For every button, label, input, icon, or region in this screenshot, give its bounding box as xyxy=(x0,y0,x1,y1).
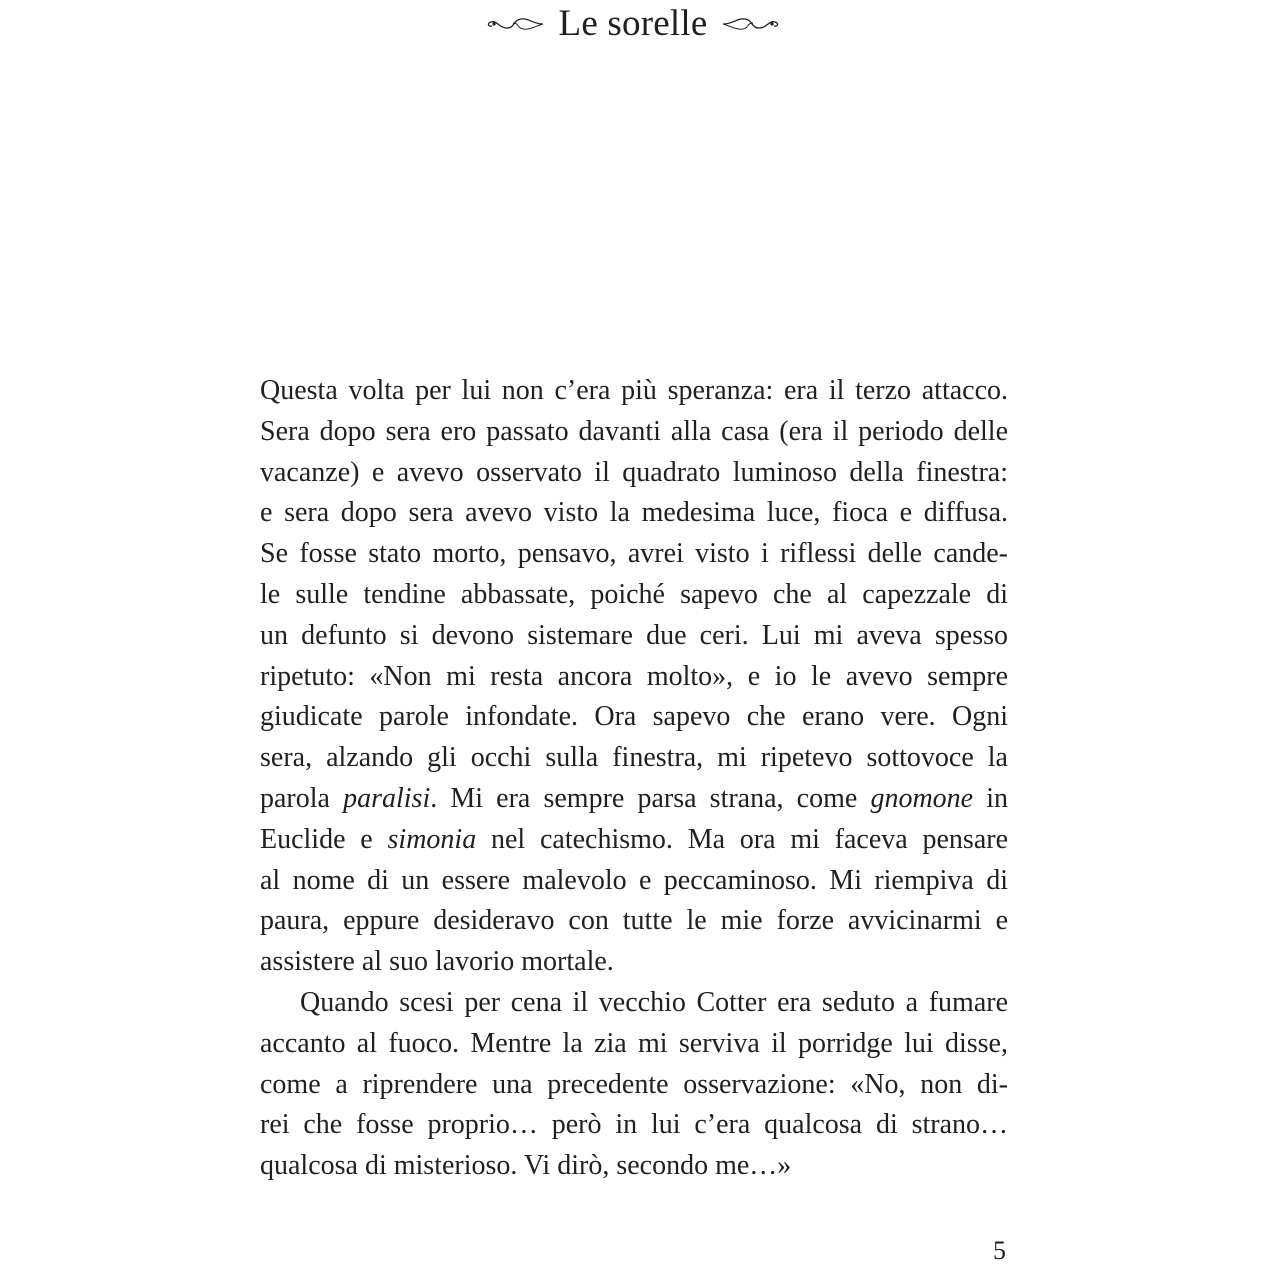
text-segment: in xyxy=(973,782,1009,814)
text-segment: . Mi era sempre parsa strana, come xyxy=(430,782,871,814)
text-line xyxy=(260,779,1008,820)
page-number: 5 xyxy=(993,1236,1006,1265)
text-segment: nel catechismo. Ma ora mi faceva pensare xyxy=(476,823,1008,855)
italic-word-paralisi: paralisi xyxy=(343,782,431,814)
left-flourish-ornament xyxy=(485,14,545,34)
body-text xyxy=(260,371,1008,1187)
italic-word-gnomone: gnomone xyxy=(870,782,974,814)
text-line: Sera dopo sera ero passato davanti alla casa (era il periodo delle xyxy=(260,415,1008,447)
text-line: giudicate parole infondate. Ora sapevo che erano vere. Ogni xyxy=(260,701,1008,733)
text-segment: Euclide e xyxy=(260,823,388,855)
text-line: rei che fosse proprio… però in lui c’era qualcosa di strano… xyxy=(260,1109,1008,1141)
paragraph-1 xyxy=(260,371,1008,983)
text-line: qualcosa di misterioso. Vi dirò, secondo me…» xyxy=(260,1150,792,1182)
text-line xyxy=(260,820,1008,861)
text-segment: parola xyxy=(260,782,344,814)
text-line: assistere al suo lavorio mortale. xyxy=(260,946,614,978)
right-flourish-ornament xyxy=(721,14,781,34)
running-header xyxy=(0,0,1266,48)
text-line: Se fosse stato morto, pensavo, avrei visto i riflessi delle cande- xyxy=(260,538,1008,570)
text-line: come a riprendere una precedente osservazione: «No, non di- xyxy=(260,1068,1008,1100)
text-line: un defunto si devono sistemare due ceri. Lui mi aveva spesso xyxy=(260,619,1008,651)
text-line: e sera dopo sera avevo visto la medesima luce, fioca e diffusa. xyxy=(260,497,1008,529)
text-line: Quando scesi per cena il vecchio Cotter era seduto a fumare xyxy=(300,986,1008,1018)
text-line: al nome di un essere malevolo e peccaminoso. Mi riempiva di xyxy=(260,864,1008,896)
italic-word-simonia: simonia xyxy=(387,823,477,855)
text-line: accanto al fuoco. Mentre la zia mi serviva il porridge lui disse, xyxy=(260,1027,1008,1059)
paragraph-2 xyxy=(260,983,1008,1187)
text-line: sera, alzando gli occhi sulla finestra, mi ripetevo sottovoce la xyxy=(260,742,1008,774)
text-line: ripetuto: «Non mi resta ancora molto», e io le avevo sempre xyxy=(260,660,1008,692)
text-line: Questa volta per lui non c’era più speranza: era il terzo attacco. xyxy=(260,375,1008,406)
chapter-title: Le sorelle xyxy=(558,3,708,44)
text-line: vacanze) e avevo osservato il quadrato luminoso della finestra: xyxy=(260,456,1008,488)
text-line: le sulle tendine abbassate, poiché sapevo che al capezzale di xyxy=(260,578,1008,610)
text-line: paura, eppure desideravo con tutte le mie forze avvicinarmi e xyxy=(260,905,1008,937)
